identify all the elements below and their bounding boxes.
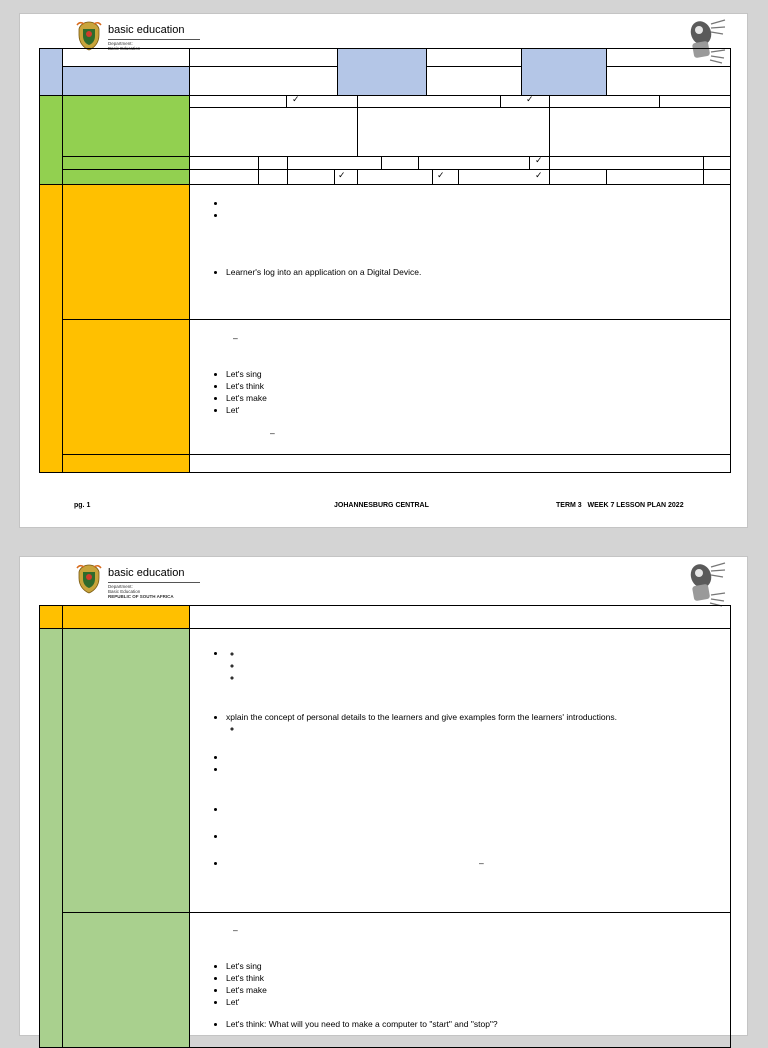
row-band-lightgreen <box>39 628 63 1048</box>
checkmark-icon: ✓ <box>292 95 300 105</box>
table-cell <box>62 912 190 1048</box>
table-cell <box>189 169 259 185</box>
list-item: • Let' <box>226 404 267 416</box>
row-band-orange <box>39 184 63 473</box>
table-cell <box>549 169 607 185</box>
logo-title: basic education <box>108 567 185 579</box>
cut-off-bullet-list <box>209 1018 498 1030</box>
intro-main-list <box>209 266 421 278</box>
table-cell <box>62 184 190 320</box>
table-cell <box>418 156 530 170</box>
table-cell <box>62 169 190 185</box>
table-cell <box>606 48 731 67</box>
dash-marker: – <box>233 333 238 343</box>
bullet-list-d <box>209 803 226 815</box>
table-cell <box>426 48 522 67</box>
table-cell <box>703 169 731 185</box>
checkmark-icon: ✓ <box>535 156 543 166</box>
list-item: • Let's sing <box>226 368 267 380</box>
table-cell <box>606 66 731 96</box>
table-cell <box>287 169 335 185</box>
table-cell <box>258 169 288 185</box>
table-cell <box>337 48 427 96</box>
table-cell <box>189 48 338 67</box>
table-cell <box>549 107 731 157</box>
sub-bullet-list <box>226 648 242 684</box>
table-cell <box>549 156 704 170</box>
table-cell <box>189 156 259 170</box>
table-cell <box>62 319 190 455</box>
table-cell <box>189 66 338 96</box>
coat-of-arms-icon <box>74 563 104 595</box>
table-cell <box>189 107 358 157</box>
table-cell <box>287 156 382 170</box>
logo-subtitle-line: Department: <box>108 41 133 46</box>
table-cell <box>189 184 731 320</box>
logo-subtitle-line: Department: <box>108 584 133 589</box>
table-cell <box>521 48 607 96</box>
footer-district: JOHANNESBURG CENTRAL <box>334 502 429 509</box>
dash-marker: – <box>270 428 275 438</box>
document-page-1 <box>19 13 748 528</box>
dash-marker: – <box>233 925 238 935</box>
table-cell <box>703 156 731 170</box>
activity-bullet-list <box>209 960 267 1008</box>
table-cell <box>62 628 190 913</box>
list-item: • Learner's log into an application on a Digital Device. <box>226 266 421 278</box>
lesson-bullet-list <box>209 647 242 684</box>
list-item <box>226 647 242 684</box>
explain-bullet-list <box>209 711 617 735</box>
logo-subtitle-line: REPUBLIC OF SOUTH AFRICA <box>108 594 174 599</box>
logo-rule <box>108 39 200 40</box>
list-item: • Let's think <box>226 972 267 984</box>
table-cell <box>189 605 731 629</box>
list-item: • Let's think: What will you need to make a computer to "start" and "stop"? <box>226 1018 498 1030</box>
sub-list-item <box>242 723 617 735</box>
footer-page-number: pg. 1 <box>74 502 91 509</box>
list-item: • Let' <box>226 996 267 1008</box>
table-cell <box>357 169 433 185</box>
bullet-list-e <box>209 830 226 842</box>
table-cell <box>189 628 731 913</box>
table-cell <box>381 156 419 170</box>
list-item-text: xplain the concept of personal details to the learners and give examples form the learners' introductions. <box>226 712 617 722</box>
row-band-green <box>39 95 63 185</box>
intro-bullet-list <box>209 197 226 221</box>
bullet-list-c <box>209 751 226 775</box>
row-band-orange <box>39 605 63 629</box>
bullet-list-f <box>209 857 226 869</box>
table-cell <box>606 169 704 185</box>
table-cell <box>357 107 550 157</box>
list-item: • Let's sing <box>226 960 267 972</box>
table-cell <box>426 66 522 96</box>
table-cell <box>62 454 190 473</box>
footer-term: TERM 3 WEEK 7 LESSON PLAN 2022 <box>556 502 684 509</box>
checkmark-icon: ✓ <box>338 171 346 181</box>
table-cell <box>62 605 190 629</box>
list-item: • Let's think <box>226 380 267 392</box>
activity-bullet-list <box>209 368 267 416</box>
logo-title: basic education <box>108 24 185 36</box>
checkmark-icon: ✓ <box>526 95 534 105</box>
dash-marker: – <box>479 858 484 868</box>
list-item: • Let's make <box>226 392 267 404</box>
logo-rule <box>108 582 200 583</box>
row-band-blue <box>39 48 63 96</box>
table-cell <box>62 156 190 170</box>
list-item <box>226 711 617 735</box>
table-cell <box>62 48 190 67</box>
robot-mascot-icon <box>677 559 729 607</box>
checkmark-icon: ✓ <box>437 171 445 181</box>
table-cell <box>189 454 731 473</box>
logo-subtitle-line: Basic Education <box>108 589 141 594</box>
table-cell <box>258 156 288 170</box>
logo-subtitle-line: Basic Education <box>108 46 141 51</box>
sub-bullet-list <box>226 723 617 735</box>
table-cell <box>62 66 190 96</box>
table-cell <box>62 95 190 157</box>
dbe-logo <box>74 563 204 599</box>
list-item: • Let's make <box>226 984 267 996</box>
checkmark-icon: ✓ <box>535 171 543 181</box>
document-page-2 <box>19 556 748 1036</box>
